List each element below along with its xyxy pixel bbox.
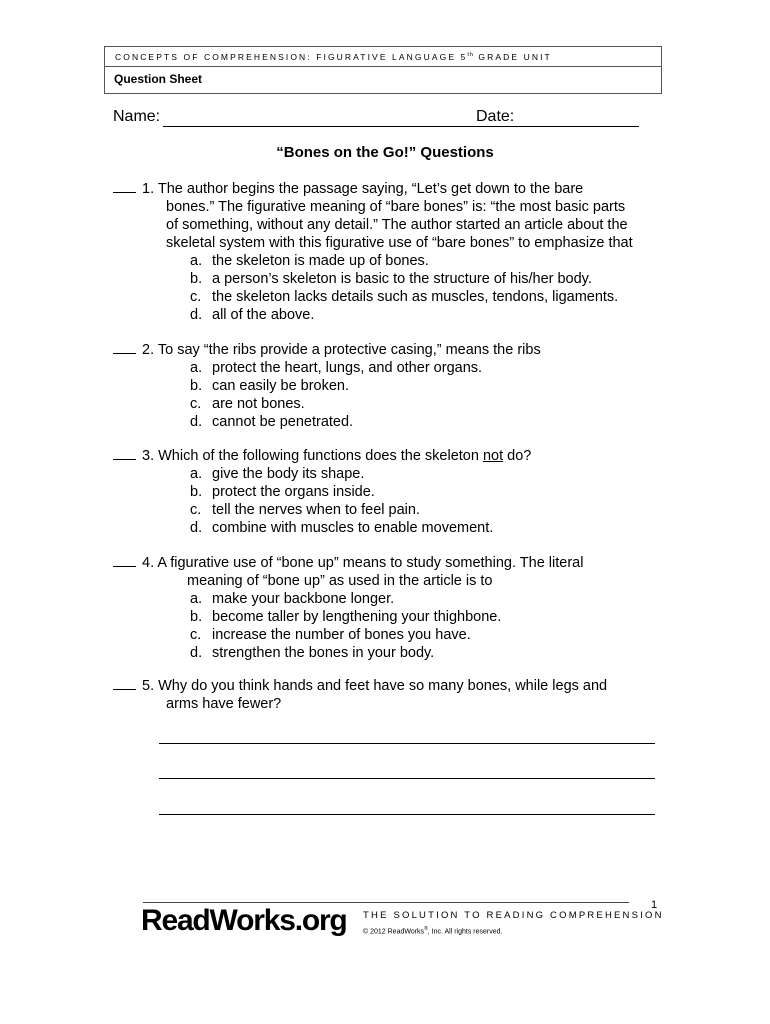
option-d [113,644,673,662]
question-text: A figurative use of “bone up” means to study something. The literal [157,555,584,571]
option-text: cannot be penetrated. [212,414,354,430]
option-text: protect the organs inside. [212,484,375,500]
option-letter: c. [190,396,202,412]
question-text: do? [503,448,532,464]
question-text: To say “the ribs provide a protective casing,” means the ribs [157,342,541,358]
option-text: are not bones. [212,396,305,412]
option-letter: b. [190,484,203,500]
copyright-notice [363,926,502,935]
option-text: a person’s skeleton is basic to the structure of his/her body. [212,271,592,287]
date-label: Date: [476,108,515,125]
option-c [113,626,673,644]
option-d [113,306,673,324]
question-text: of something, without any detail.” The author started an article about the [166,217,628,233]
option-text: can easily be broken. [212,378,350,394]
question-text: The author begins the passage saying, “Let’s get down to the bare [157,181,584,197]
option-letter: c. [190,627,202,643]
page-number: 1 [651,899,658,911]
option-a [113,252,673,270]
question-text: Why do you think hands and feet have so many bones, while legs and [158,678,608,694]
answer-blank-3[interactable] [113,446,136,460]
copyright-text: © 2012 ReadWorks [363,928,425,936]
question-number: 3. [142,448,155,464]
option-b [113,377,673,395]
footer-divider [143,902,629,903]
option-d [113,519,673,537]
unit-header-box [104,46,662,94]
readworks-logo: ReadWorks.org [141,904,347,937]
question-3 [113,446,673,537]
question-emphasis: not [482,448,504,464]
name-field[interactable] [163,126,544,127]
option-letter: d. [190,520,203,536]
question-1 [113,179,673,324]
written-answer-line-2[interactable] [159,778,655,779]
option-text: make your backbone longer. [212,591,395,607]
option-c [113,395,673,413]
copyright-text: , Inc. All rights reserved. [427,928,503,936]
name-label: Name: [113,108,161,125]
question-number: 4. [142,555,155,571]
option-c [113,501,673,519]
option-letter: d. [190,645,203,661]
option-a [113,465,673,483]
question-number: 5. [142,678,155,694]
option-text: the skeleton is made up of bones. [212,253,429,269]
option-letter: d. [190,307,203,323]
option-text: protect the heart, lungs, and other organs. [212,360,483,376]
option-letter: a. [190,360,203,376]
option-b [113,270,673,288]
answer-blank-5[interactable] [113,676,136,690]
option-letter: b. [190,378,203,394]
option-text: all of the above. [212,307,315,323]
option-c [113,288,673,306]
option-text: become taller by lengthening your thighbone. [212,609,502,625]
question-4 [113,553,673,662]
option-text: strengthen the bones in your body. [212,645,435,661]
answer-blank-1[interactable] [113,179,136,193]
written-answer-line-1[interactable] [159,743,655,744]
name-date-row [113,108,673,130]
date-field[interactable] [526,126,639,127]
option-b [113,483,673,501]
option-text: increase the number of bones you have. [212,627,471,643]
option-letter: c. [190,289,202,305]
written-answer-line-3[interactable] [159,814,655,815]
option-letter: b. [190,609,203,625]
option-text: give the body its shape. [212,466,365,482]
registered-mark: ® [424,926,428,932]
unit-title-suffix: GRADE UNIT [473,52,552,62]
question-text: bones.” The figurative meaning of “bare bones” is: “the most basic parts [166,199,626,215]
option-a [113,590,673,608]
grade-superscript: th [467,52,474,59]
option-letter: a. [190,466,203,482]
sheet-label: Question Sheet [114,72,203,86]
question-2 [113,340,673,431]
question-text: skeletal system with this figurative use of “bare bones” to emphasize that [166,235,633,251]
option-text: the skeleton lacks details such as muscles, tendons, ligaments. [212,289,619,305]
option-letter: b. [190,271,203,287]
question-text: Which of the following functions does the skeleton [158,448,483,464]
option-letter: d. [190,414,203,430]
option-text: tell the nerves when to feel pain. [212,502,420,518]
unit-title-text: CONCEPTS OF COMPREHENSION: FIGURATIVE LANGUAGE 5 [115,52,468,62]
answer-blank-4[interactable] [113,553,136,567]
question-text: arms have fewer? [166,696,282,712]
option-b [113,608,673,626]
option-letter: a. [190,591,203,607]
question-number: 1. [142,181,155,197]
answer-blank-2[interactable] [113,340,136,354]
question-5 [113,676,673,713]
question-text: meaning of “bone up” as used in the article is to [187,573,493,589]
footer-tagline: THE SOLUTION TO READING COMPREHENSION [363,910,664,921]
option-letter: a. [190,253,203,269]
option-text: combine with muscles to enable movement. [212,520,494,536]
option-a [113,359,673,377]
option-letter: c. [190,502,202,518]
question-number: 2. [142,342,155,358]
option-d [113,413,673,431]
page-title: “Bones on the Go!” Questions [276,144,494,161]
unit-title [105,47,661,67]
